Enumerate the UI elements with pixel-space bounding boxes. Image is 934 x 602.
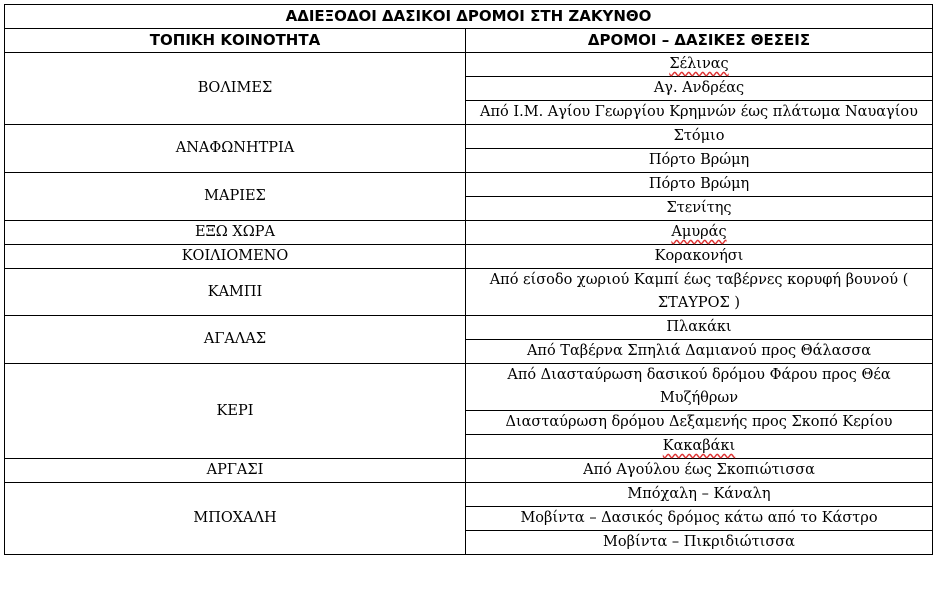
location-cell: Μοβίντα – Δασικός δρόμος κάτω από το Κάστρο <box>466 507 933 531</box>
forest-roads-table <box>4 4 933 555</box>
location-cell: Από Ι.Μ. Αγίου Γεωργίου Κρημνών έως πλάτωμα Ναυαγίου <box>466 101 933 125</box>
community-name: ΚΑΜΠΙ <box>5 269 466 316</box>
header-roads: ΔΡΟΜΟΙ – ΔΑΣΙΚΕΣ ΘΕΣΕΙΣ <box>466 29 933 53</box>
location-cell <box>466 435 933 459</box>
header-community: ΤΟΠΙΚΗ ΚΟΙΝΟΤΗΤΑ <box>5 29 466 53</box>
location-cell: Πόρτο Βρώμη <box>466 149 933 173</box>
community-name: ΚΕΡΙ <box>5 364 466 459</box>
location-text: Σέλινας <box>669 56 729 72</box>
location-cell: Από Διασταύρωση δασικού δρόμου Φάρου προς Θέα Μυζήθρων <box>466 364 933 411</box>
location-cell: Μπόχαλη – Κάναλη <box>466 483 933 507</box>
community-name: ΑΡΓΑΣΙ <box>5 459 466 483</box>
table-row <box>5 483 933 507</box>
community-name: ΑΝΑΦΩΝΗΤΡΙΑ <box>5 125 466 173</box>
location-cell: Αγ. Ανδρέας <box>466 77 933 101</box>
community-name: ΜΑΡΙΕΣ <box>5 173 466 221</box>
location-cell: Κορακονήσι <box>466 245 933 269</box>
community-name: ΑΓΑΛΑΣ <box>5 316 466 364</box>
location-cell: Μοβίντα – Πικριδιώτισσα <box>466 531 933 555</box>
community-name: ΒΟΛΙΜΕΣ <box>5 53 466 125</box>
table-row <box>5 221 933 245</box>
table-title: ΑΔΙΕΞΟΔΟΙ ΔΑΣΙΚΟΙ ΔΡΟΜΟΙ ΣΤΗ ΖΑΚΥΝΘΟ <box>5 5 933 29</box>
table-row <box>5 53 933 77</box>
location-cell: Από Ταβέρνα Σπηλιά Δαμιανού προς Θάλασσα <box>466 340 933 364</box>
location-cell: Πόρτο Βρώμη <box>466 173 933 197</box>
table-row <box>5 269 933 316</box>
community-name: ΕΞΩ ΧΩΡΑ <box>5 221 466 245</box>
table-row <box>5 459 933 483</box>
table-row <box>5 173 933 197</box>
location-cell <box>466 221 933 245</box>
location-text: Κακαβάκι <box>662 438 736 454</box>
table-row <box>5 125 933 149</box>
location-cell: Από Αγούλου έως Σκοπιώτισσα <box>466 459 933 483</box>
location-cell: Στόμιο <box>466 125 933 149</box>
table-row <box>5 364 933 411</box>
location-cell: Διασταύρωση δρόμου Δεξαμενής προς Σκοπό Κερίου <box>466 411 933 435</box>
table-row <box>5 245 933 269</box>
location-cell <box>466 53 933 77</box>
table-row <box>5 316 933 340</box>
location-cell: Στενίτης <box>466 197 933 221</box>
location-text: Αμυράς <box>671 224 727 240</box>
header-row <box>5 29 933 53</box>
location-cell: Από είσοδο χωριού Καμπί έως ταβέρνες κορυφή βουνού ( ΣΤΑΥΡΟΣ ) <box>466 269 933 316</box>
community-name: ΚΟΙΛΙΟΜΕΝΟ <box>5 245 466 269</box>
location-cell: Πλακάκι <box>466 316 933 340</box>
community-name: ΜΠΟΧΑΛΗ <box>5 483 466 555</box>
title-row <box>5 5 933 29</box>
document-page <box>4 4 933 555</box>
